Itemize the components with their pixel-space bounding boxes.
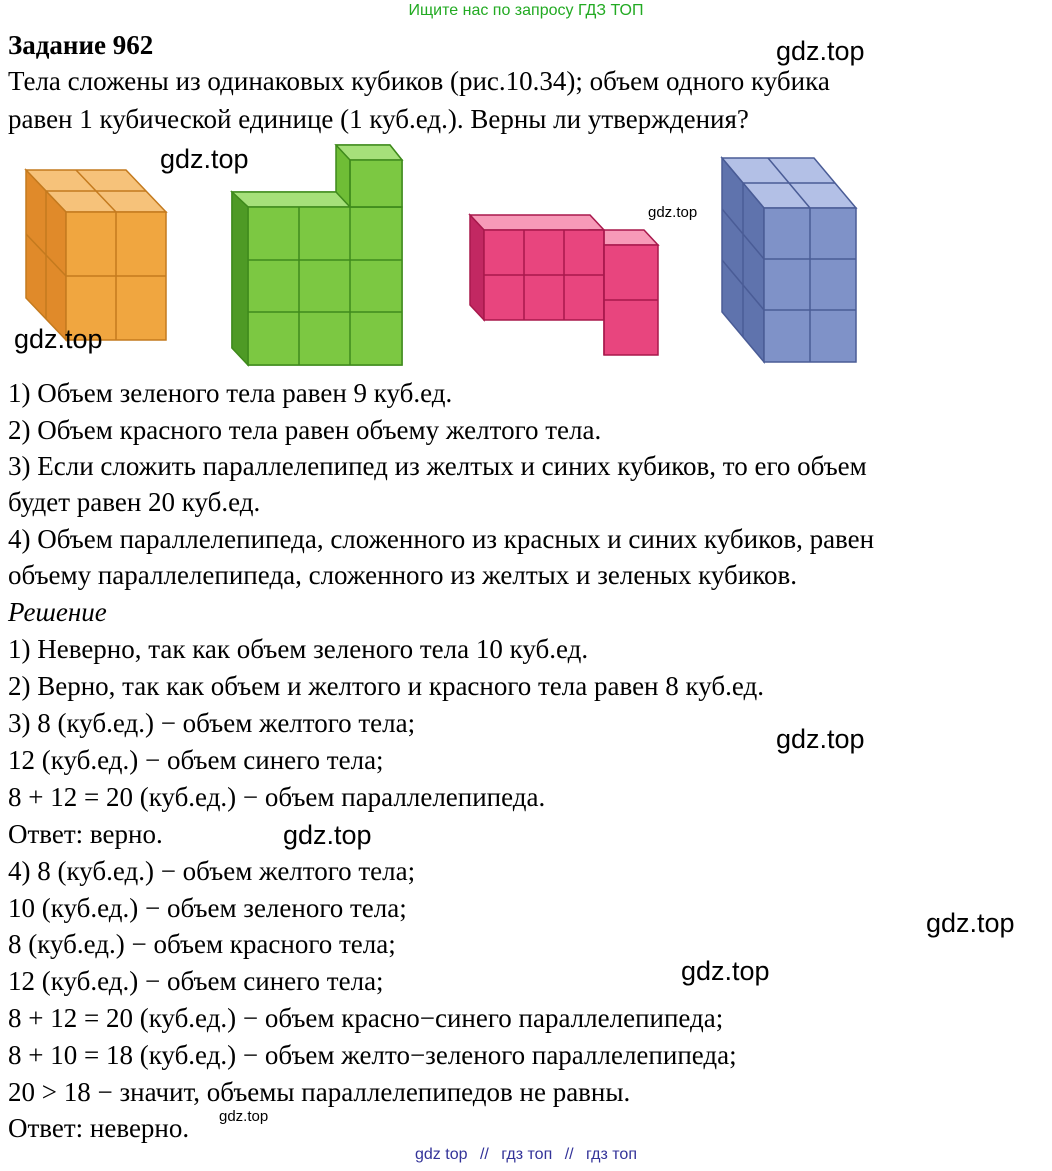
statement-line: 3) Если сложить параллелепипед из желтых и синих кубиков, то его объем [8, 451, 867, 481]
green-body [232, 145, 402, 365]
solution-line: 8 + 12 = 20 (куб.ед.) − объем красно−синего параллелепипеда; [8, 1003, 724, 1033]
solution-line: 12 (куб.ед.) − объем синего тела; [8, 745, 384, 775]
yellow-body [26, 170, 166, 340]
bottom-link[interactable]: gdz top [415, 1146, 468, 1163]
watermark: gdz.top [648, 204, 698, 221]
solution-line: 1) Неверно, так как объем зеленого тела 10 куб.ед. [8, 634, 589, 664]
solution-line: 3) 8 (куб.ед.) − объем желтого тела; [8, 708, 416, 738]
page-title: Задание 962 [8, 30, 154, 60]
bottom-links [0, 1146, 1052, 1164]
solution-line: 12 (куб.ед.) − объем синего тела; [8, 966, 384, 996]
solution-line: 8 (куб.ед.) − объем красного тела; [8, 929, 396, 959]
cubes-figure [14, 140, 874, 370]
blue-body [722, 158, 856, 362]
watermark: gdz.top [160, 144, 249, 174]
solution-line: 4) 8 (куб.ед.) − объем желтого тела; [8, 856, 416, 886]
solution-heading: Решение [8, 597, 107, 627]
statement-line: 1) Объем зеленого тела равен 9 куб.ед. [8, 378, 453, 408]
watermark: gdz.top [283, 820, 372, 850]
statement-line: будет равен 20 куб.ед. [8, 487, 261, 517]
watermark: gdz.top [776, 36, 865, 66]
statement-line: 2) Объем красного тела равен объему желтого тела. [8, 415, 602, 445]
watermark: gdz.top [219, 1108, 269, 1125]
top-banner: Ищите нас по запросу ГДЗ ТОП [408, 2, 644, 19]
red-body [470, 215, 658, 355]
watermark: gdz.top [681, 956, 770, 986]
bottom-link[interactable]: гдз топ [501, 1146, 553, 1163]
solution-line: 10 (куб.ед.) − объем зеленого тела; [8, 893, 407, 923]
solution-line: 8 + 10 = 18 (куб.ед.) − объем желто−зеленого параллелепипеда; [8, 1040, 737, 1070]
statement-line: объему параллелепипеда, сложенного из желтых и зеленых кубиков. [8, 560, 797, 590]
bottom-link[interactable]: гдз топ [586, 1146, 637, 1163]
intro-line: Тела сложены из одинаковых кубиков (рис.10.34); объем одного кубика [8, 66, 830, 96]
watermark: gdz.top [926, 908, 1015, 938]
solution-line: 8 + 12 = 20 (куб.ед.) − объем параллелепипеда. [8, 782, 546, 812]
separator: // [564, 1146, 574, 1163]
watermark: gdz.top [14, 324, 103, 354]
solution-line: Ответ: неверно. [8, 1113, 190, 1143]
separator: // [479, 1146, 489, 1163]
statement-line: 4) Объем параллелепипеда, сложенного из красных и синих кубиков, равен [8, 524, 875, 554]
solution-line: Ответ: верно. [8, 819, 163, 849]
solution-line: 2) Верно, так как объем и желтого и красного тела равен 8 куб.ед. [8, 671, 764, 701]
solution-line: 20 > 18 − значит, объемы параллелепипедов не равны. [8, 1077, 631, 1107]
watermark: gdz.top [776, 724, 865, 754]
intro-line: равен 1 кубической единице (1 куб.ед.). Верны ли утверждения? [8, 104, 749, 134]
